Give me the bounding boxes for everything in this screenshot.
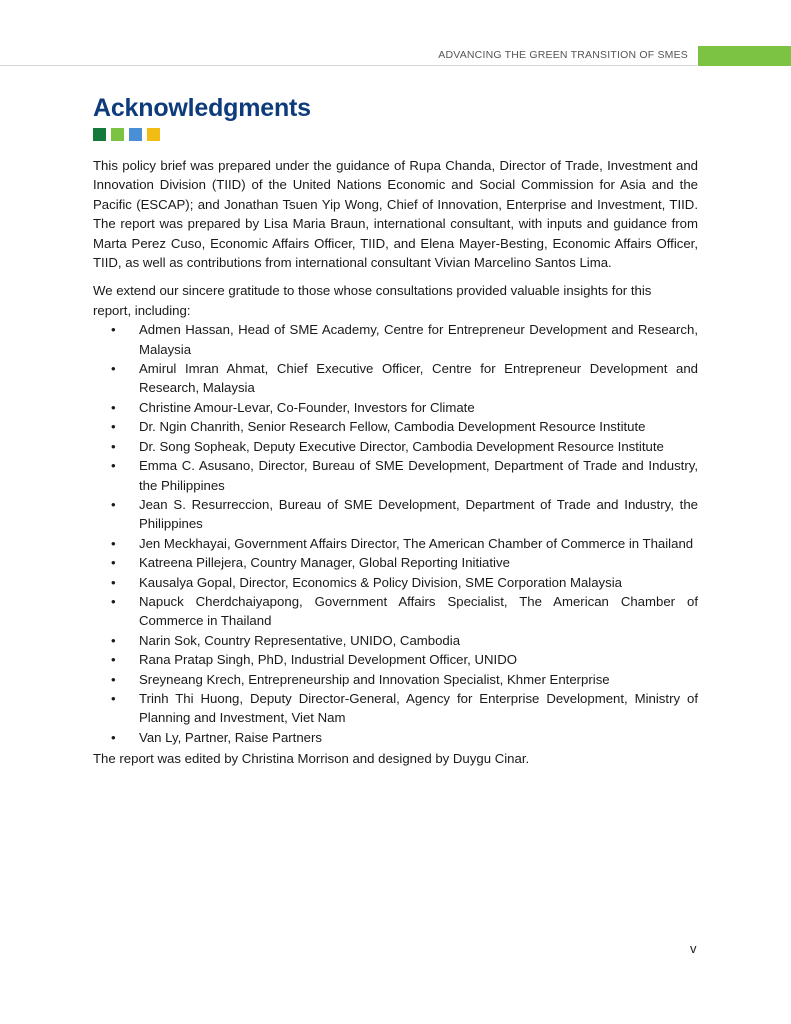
contributor-text: Van Ly, Partner, Raise Partners — [139, 729, 322, 745]
bullet-icon: • — [111, 399, 116, 415]
contributor-text: Dr. Song Sopheak, Deputy Executive Director, Cambodia Development Resource Institute — [139, 438, 664, 454]
closing-paragraph: The report was edited by Christina Morrison and designed by Duygu Cinar. — [93, 751, 530, 767]
acknowledgments-body — [93, 156, 698, 769]
header-accent-bar — [698, 46, 791, 66]
running-title: ADVANCING THE GREEN TRANSITION OF SMES — [438, 49, 688, 61]
list-item — [93, 495, 698, 534]
contributor-text: Jen Meckhayai, Government Affairs Director, The American Chamber of Commerce in Thailand — [139, 535, 694, 551]
bullet-icon: • — [111, 438, 116, 454]
header-rule — [0, 65, 697, 66]
bullet-icon: • — [111, 496, 116, 512]
bullet-icon: • — [111, 361, 116, 377]
list-item — [93, 320, 698, 359]
bullet-icon: • — [111, 535, 116, 551]
list-item — [93, 534, 698, 553]
contributor-text: Dr. Ngin Chanrith, Senior Research Fellow, Cambodia Development Resource Institute — [139, 419, 646, 435]
list-item — [93, 670, 698, 689]
contributors-list — [93, 320, 698, 747]
square-light-green — [111, 128, 124, 141]
list-item — [93, 592, 698, 631]
decorative-squares — [93, 128, 160, 141]
list-item — [93, 359, 698, 398]
contributor-text: Admen Hassan, Head of SME Academy, Centre for Entrepreneur Development and Research, Malaysia — [139, 322, 698, 357]
bullet-icon: • — [111, 729, 116, 745]
list-item — [93, 437, 698, 456]
contributor-text: Sreyneang Krech, Entrepreneurship and Innovation Specialist, Khmer Enterprise — [139, 671, 610, 687]
contributor-text: Emma C. Asusano, Director, Bureau of SME Development, Department of Trade and Industry, the Philippines — [139, 458, 698, 493]
square-dark-green — [93, 128, 106, 141]
bullet-icon: • — [111, 555, 116, 571]
list-item — [93, 689, 698, 728]
contributor-text: Jean S. Resurreccion, Bureau of SME Development, Department of Trade and Industry, the Philippines — [139, 496, 698, 532]
intro-paragraph: This policy brief was prepared under the guidance of Rupa Chanda, Director of Trade, Investment and Innovation Division (TIID) of the United Nations Economic and Social Commission for Asia and the Pacific (ESCAP); and Jonathan Tsuen Yip Wong, Chief of Innovation, Enterprise and Investment, TIID. The report was prepared by Lisa Maria Braun, international consultant, with inputs and guidance from Marta Perez Cuso, Economic Affairs Officer, TIID, and Elena Mayer-Besting, Economic Affairs Officer, TIID, as well as contributions from international consultant Vivian Marcelino Santos Lima. — [93, 158, 698, 271]
square-yellow — [147, 128, 160, 141]
contributor-text: Trinh Thi Huong, Deputy Director-General, Agency for Enterprise Development, Ministry of Planning and Investment, Viet Nam — [139, 690, 698, 726]
bullet-icon: • — [111, 652, 116, 668]
contributor-text: Narin Sok, Country Representative, UNIDO, Cambodia — [139, 632, 461, 648]
bullet-icon: • — [111, 632, 116, 648]
list-item — [93, 398, 698, 417]
contributor-text: Napuck Cherdchaiyapong, Government Affairs Specialist, The American Chamber of Commerce in Thailand — [139, 593, 698, 629]
page-number: v — [690, 941, 697, 956]
list-item — [93, 456, 698, 495]
contributor-text: Amirul Imran Ahmat, Chief Executive Officer, Centre for Entrepreneur Development and Research, Malaysia — [139, 361, 698, 396]
bullet-icon: • — [111, 690, 116, 706]
bullet-icon: • — [111, 671, 116, 687]
contributor-text: Kausalya Gopal, Director, Economics & Policy Division, SME Corporation Malaysia — [139, 574, 622, 590]
list-item — [93, 631, 698, 650]
bullet-icon: • — [111, 322, 116, 338]
gratitude-paragraph: We extend our sincere gratitude to those whose consultations provided valuable insights for this report, including: — [93, 283, 652, 318]
contributor-text: Rana Pratap Singh, PhD, Industrial Development Officer, UNIDO — [139, 652, 517, 668]
list-item — [93, 650, 698, 669]
page-title: Acknowledgments — [93, 94, 311, 122]
list-item — [93, 728, 698, 747]
bullet-icon: • — [111, 458, 116, 474]
bullet-icon: • — [111, 574, 116, 590]
bullet-icon: • — [111, 419, 116, 435]
list-item — [93, 573, 698, 592]
square-blue — [129, 128, 142, 141]
bullet-icon: • — [111, 593, 116, 609]
contributor-text: Christine Amour-Levar, Co-Founder, Investors for Climate — [139, 399, 475, 415]
contributor-text: Katreena Pillejera, Country Manager, Global Reporting Initiative — [139, 555, 510, 571]
list-item — [93, 417, 698, 436]
list-item — [93, 553, 698, 572]
